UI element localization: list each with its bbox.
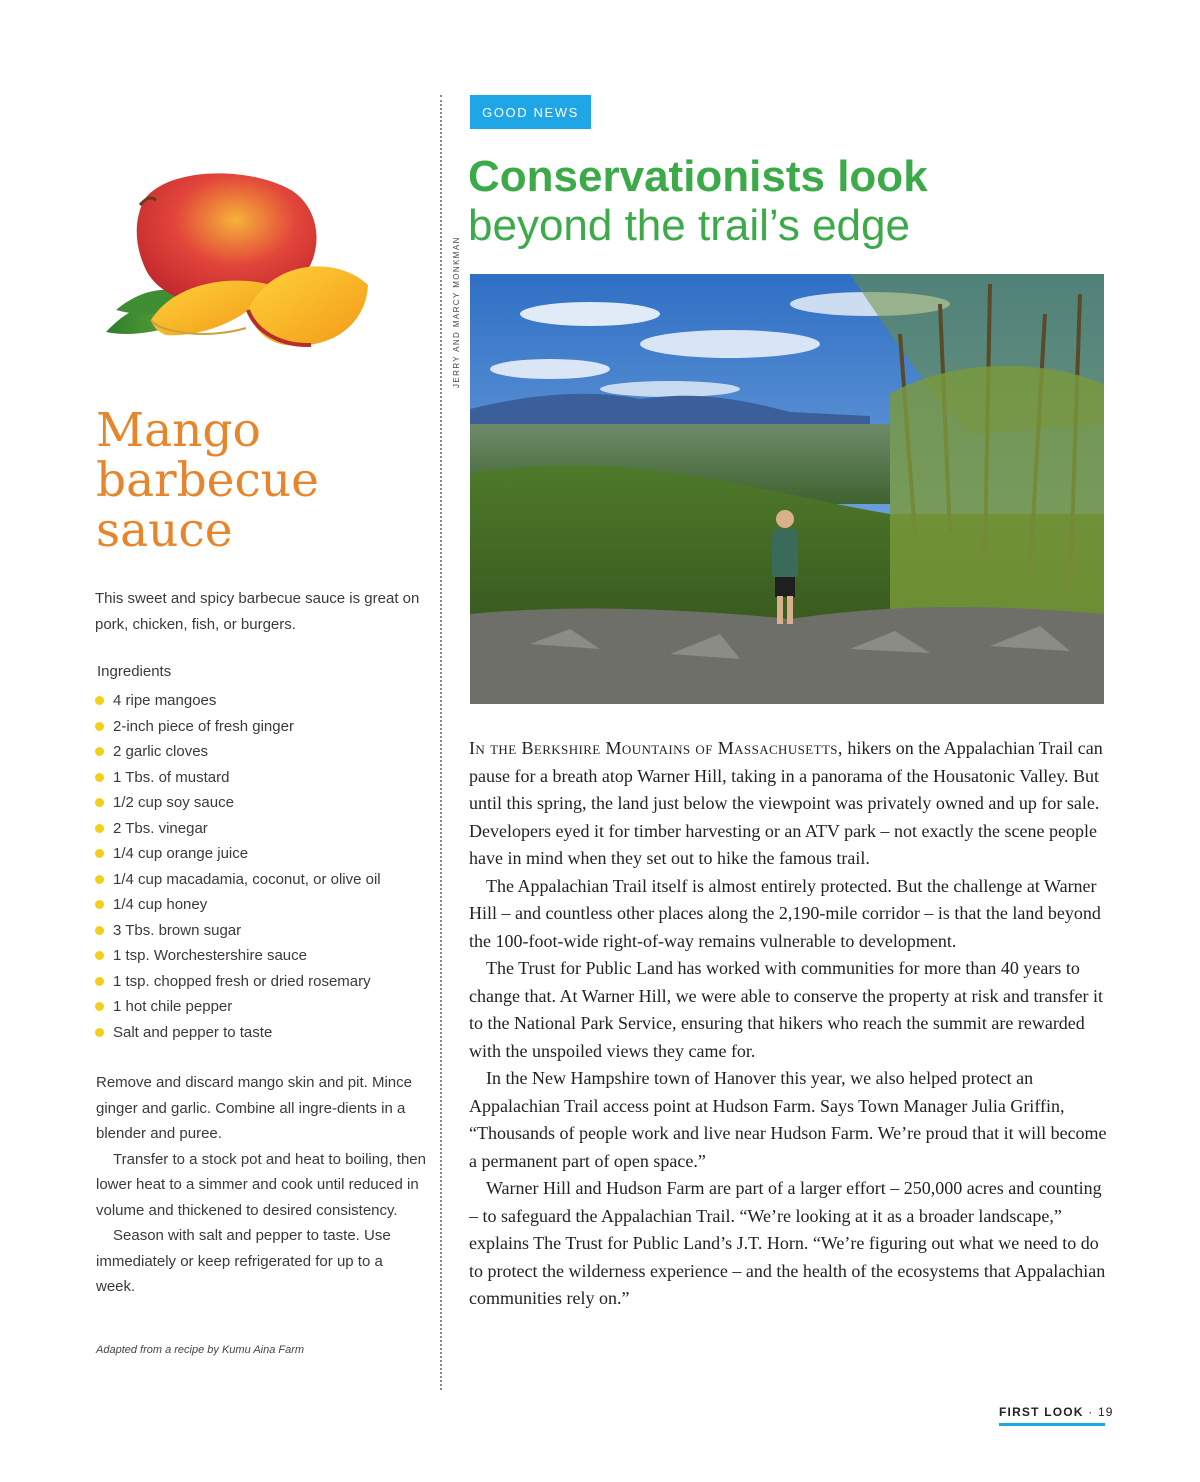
ingredient-text: 1 Tbs. of mustard <box>113 768 230 786</box>
recipe-credit: Adapted from a recipe by Kumu Aina Farm <box>96 1344 305 1356</box>
direction-paragraph: Remove and discard mango skin and pit. Mince ginger and garlic. Combine all ingre-dients in a blender and puree. <box>96 1074 412 1142</box>
bullet-icon <box>95 1002 104 1011</box>
headline-light: beyond the trail’s edge <box>468 201 910 250</box>
bullet-icon <box>95 875 104 884</box>
article-paragraph: The Appalachian Trail itself is almost entirely protected. But the challenge at Warner Hill – and countless other places along the 2,190-mile corridor – is that the land beyond the 100-foot-wide right-of-way remains vulnerable to development. <box>469 875 1101 951</box>
bullet-icon <box>95 849 104 858</box>
article-body <box>469 735 1109 1313</box>
footer-underline <box>999 1423 1105 1426</box>
bullet-icon <box>95 977 104 986</box>
bullet-icon <box>95 747 104 756</box>
footer-section: FIRST LOOK <box>999 1405 1084 1419</box>
ingredient-item <box>95 841 430 867</box>
ingredient-item <box>95 765 430 791</box>
bullet-icon <box>95 926 104 935</box>
bullet-icon <box>95 1028 104 1037</box>
hiker-landscape-photo <box>470 274 1104 704</box>
ingredient-item <box>95 790 430 816</box>
page-number: 19 <box>1097 1405 1114 1419</box>
recipe-intro: This sweet and spicy barbecue sauce is great on pork, chicken, fish, or burgers. <box>95 590 420 633</box>
article-paragraph: Warner Hill and Hudson Farm are part of a larger effort – 250,000 acres and counting – to safeguard the Appalachian Trail. “We’re looking at it as a broader landscape,” explains The Trust for Public Land’s J.T. Horn. “We’re figuring out what we need to do to protect the wilderness experience – and the health of the ecosystems that Appalachian communities rely on.” <box>469 1178 1106 1308</box>
ingredient-text: 1/4 cup orange juice <box>113 845 249 862</box>
ingredient-item <box>95 892 430 918</box>
bullet-icon <box>95 722 104 731</box>
ingredient-text: 1/4 cup honey <box>113 896 208 913</box>
ingredient-text: 3 Tbs. brown sugar <box>113 921 242 939</box>
mango-illustration <box>96 160 376 360</box>
ingredient-item <box>95 1020 430 1046</box>
recipe-title <box>96 403 426 558</box>
article-paragraph-text: hikers on the Appalachian Trail can pause for a breath atop Warner Hill, taking in a panorama of the Housatonic Valley. But until this spring, the land just below the viewpoint was privately owned and up for sale. Developers eyed it for timber harvesting or an ATV park – not exactly the scene people have in mind when they set out to hike the famous trail. <box>469 738 1103 868</box>
recipe-title-line: barbecue <box>96 453 319 508</box>
ingredients-heading: Ingredients <box>97 663 172 680</box>
article-headline <box>468 152 1148 250</box>
bullet-icon <box>95 798 104 807</box>
article-paragraph <box>469 735 1109 873</box>
ingredient-text: 1 tsp. Worchestershire sauce <box>113 947 307 964</box>
bullet-icon <box>95 951 104 960</box>
page-footer <box>999 1405 1114 1419</box>
ingredient-item <box>95 867 430 893</box>
article-lead-in: In the Berkshire Mountains of Massachusetts, <box>469 738 843 758</box>
ingredient-text: 1/2 cup soy sauce <box>113 794 234 811</box>
headline-bold: Conservationists look <box>468 152 928 201</box>
ingredient-text: 2 garlic cloves <box>113 743 209 760</box>
ingredient-item <box>95 943 430 969</box>
ingredient-item <box>95 816 430 842</box>
ingredient-text: 1 tsp. chopped fresh or dried rosemary <box>113 972 371 990</box>
ingredient-item <box>95 969 430 995</box>
ingredient-item <box>95 688 430 714</box>
ingredient-text: Salt and pepper to taste <box>113 1023 273 1041</box>
recipe-title-line: sauce <box>96 503 233 558</box>
direction-paragraph: Season with salt and pepper to taste. Use immediately or keep refrigerated for up to a week. <box>96 1227 391 1295</box>
ingredient-text: 1/4 cup macadamia, coconut, or olive oil <box>113 870 381 888</box>
section-tag: GOOD NEWS <box>470 95 591 129</box>
bullet-icon <box>95 824 104 833</box>
ingredient-text: 4 ripe mangoes <box>113 692 217 709</box>
ingredient-text: 2 Tbs. vinegar <box>113 819 208 837</box>
ingredient-item <box>95 739 430 765</box>
article-paragraph: The Trust for Public Land has worked with communities for more than 40 years to change that. At Warner Hill, we were able to conserve the property at risk and transfer it to the National Park Service, ensuring that hikers who reach the summit are rewarded with the unspoiled views they came for. <box>469 958 1103 1061</box>
bullet-icon <box>95 900 104 909</box>
direction-paragraph: Transfer to a stock pot and heat to boiling, then lower heat to a simmer and cook until reduced in volume and thickened to desired consistency. <box>96 1150 426 1219</box>
ingredients-list <box>95 688 430 1045</box>
ingredient-text: 2-inch piece of fresh ginger <box>113 717 294 735</box>
photo-credit: JERRY AND MARCY MONKMAN <box>452 236 461 388</box>
bullet-icon <box>95 696 104 705</box>
bullet-icon <box>95 773 104 782</box>
column-divider <box>440 95 442 1390</box>
ingredient-text: 1 hot chile pepper <box>113 998 233 1015</box>
ingredient-item <box>95 994 430 1020</box>
recipe-title-line: Mango <box>96 403 261 458</box>
recipe-directions <box>96 1070 426 1300</box>
ingredient-item <box>95 918 430 944</box>
ingredient-item <box>95 714 430 740</box>
article-paragraph: In the New Hampshire town of Hanover this year, we also helped protect an Appalachian Trail access point at Hudson Farm. Says Town Manager Julia Griffin, “Thousands of people work and live near Hudson Farm. We’re proud that it will become a permanent part of open space.” <box>469 1068 1107 1171</box>
footer-separator: · <box>1083 1405 1098 1419</box>
